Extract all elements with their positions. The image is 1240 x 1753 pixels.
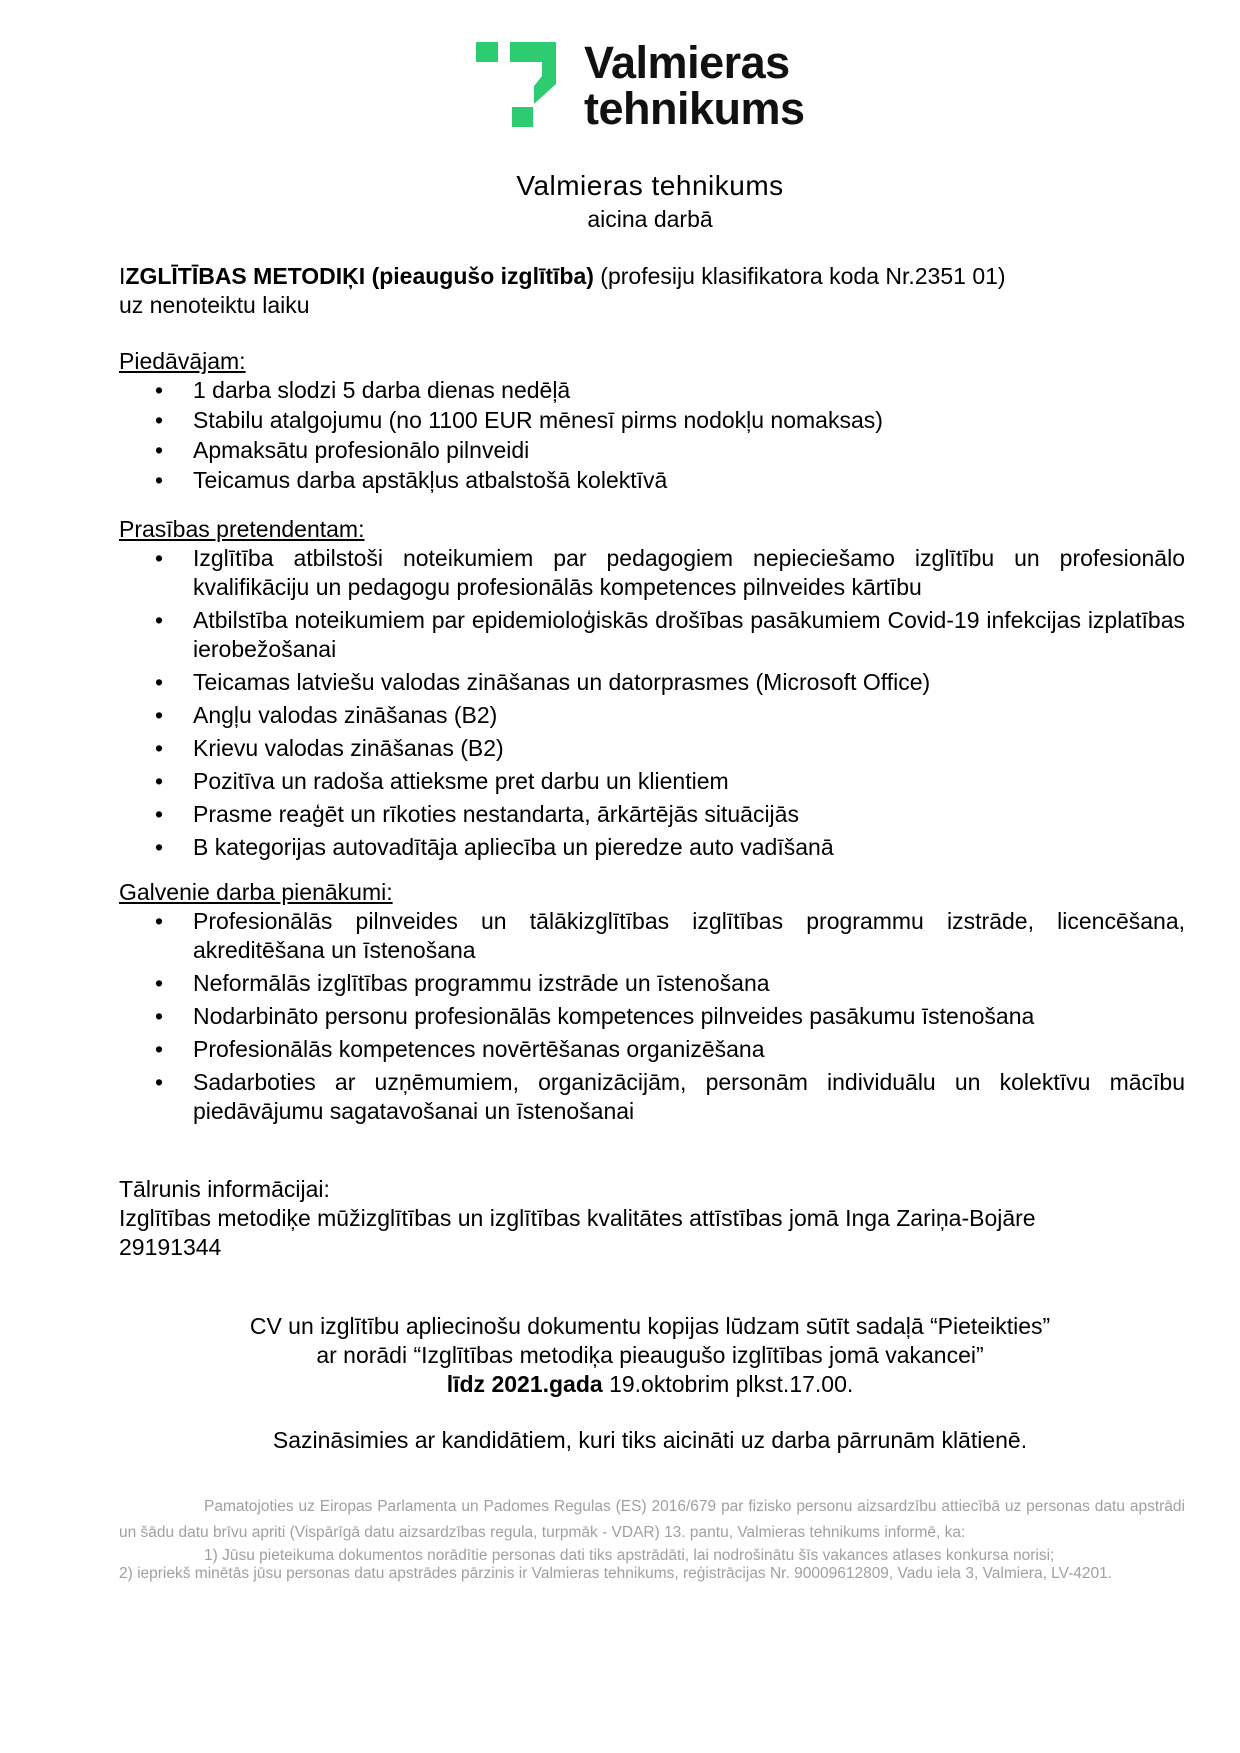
application-line-2: ar norādi “Izglītības metodiķa pieaugušo izglītības jomā vakancei” xyxy=(316,1342,984,1368)
privacy-item-2: 2) iepriekš minētās jūsu personas datu apstrādes pārzinis ir Valmieras tehnikums, reģistrācijas Nr. 90009612809, Vadu iela 3, Valmiera, LV-4201. xyxy=(119,1565,1113,1582)
list-item: • Sadarboties ar uzņēmumiem, organizācijām, personām individuālu un kolektīvu mācību piedāvājumu sagatavošanai un īstenošanai xyxy=(119,1068,1185,1126)
logo xyxy=(476,37,836,134)
requirements-list xyxy=(119,544,1185,862)
list-item: • Atbilstība noteikumiem par epidemioloģiskās drošības pasākumiem Covid-19 infekcijas izplatības ierobežošanai xyxy=(119,606,1185,664)
list-item: • Teicamas latviešu valodas zināšanas un datorprasmes (Microsoft Office) xyxy=(119,668,1185,697)
deadline-date: 19.oktobrim plkst.17.00. xyxy=(602,1371,854,1397)
logo-wordmark xyxy=(584,37,805,134)
list-item: • Profesionālās kompetences novērtēšanas organizēšana xyxy=(119,1035,1185,1064)
position-title-initial: I xyxy=(119,263,126,289)
list-item: • Izglītība atbilstoši noteikumiem par pedagogiem nepieciešamo izglītību un profesionālo kvalifikāciju un pedagogu profesionālās kompetences pilnveides kārtību xyxy=(119,544,1185,602)
list-item: • 1 darba slodzi 5 darba dienas nedēļā xyxy=(119,376,1185,405)
list-item: • Profesionālās pilnveides un tālākizglītības izglītības programmu izstrāde, licencēšana, akreditēšana un īstenošana xyxy=(119,907,1185,965)
application-deadline xyxy=(0,1370,1240,1399)
logo-line-1: Valmieras xyxy=(584,37,790,88)
offer-title: Piedāvājam: xyxy=(119,348,246,374)
valmieras-tehnikums-logo-icon xyxy=(476,42,556,127)
requirements-section xyxy=(119,515,1185,866)
list-item: • Teicamus darba apstākļus atbalstošā kolektīvā xyxy=(119,466,1185,495)
duties-title: Galvenie darba pienākumi: xyxy=(119,879,393,905)
application-instructions xyxy=(0,1312,1240,1399)
contact-section xyxy=(119,1175,1185,1262)
invitation-text: aicina darbā xyxy=(587,206,713,232)
position-title-bold: ZGLĪTĪBAS METODIĶI (pieaugušo izglītība) xyxy=(125,263,594,289)
logo-line-2: tehnikums xyxy=(584,83,805,134)
list-item: • Stabilu atalgojumu (no 1100 EUR mēnesī pirms nodokļu nomaksas) xyxy=(119,406,1185,435)
position-duration: uz nenoteiktu laiku xyxy=(119,292,310,318)
offer-section xyxy=(119,347,1185,496)
organization-name: Valmieras tehnikums xyxy=(516,170,784,201)
contact-label: Tālrunis informācijai: xyxy=(119,1176,330,1202)
privacy-item-1: 1) Jūsu pieteikuma dokumentos norādītie personas dati tiks apstrādāti, lai nodrošinātu šīs vakances atlases konkursa norisi; xyxy=(204,1547,1055,1564)
list-item: • Angļu valodas zināšanas (B2) xyxy=(119,701,1185,730)
privacy-notice: Pamatojoties uz Eiropas Parlamenta un Padomes Regulas (ES) 2016/679 par fizisko personu aizsardzību attiecībā uz personas datu apstrādi un šādu datu brīvu apriti (Vispārīgā datu aizsardzības regula, turpmāk - VDAR) 13. pantu, Valmieras tehnikums informē, ka: xyxy=(119,1498,1185,1541)
list-item: • Apmaksātu profesionālo pilnveidi xyxy=(119,436,1185,465)
list-item: • Neformālās izglītības programmu izstrāde un īstenošana xyxy=(119,969,1185,998)
duties-list xyxy=(119,907,1185,1126)
offer-list xyxy=(119,376,1185,495)
contact-phone: 29191344 xyxy=(119,1234,222,1260)
list-item: • B kategorijas autovadītāja apliecība un pieredze auto vadīšanā xyxy=(119,833,1185,862)
contact-person: Izglītības metodiķe mūžizglītības un izglītības kvalitātes attīstības jomā Inga Zariņa-Bojāre xyxy=(119,1205,1036,1231)
position-title xyxy=(119,262,1185,291)
duties-section xyxy=(119,878,1185,1130)
final-note: Sazināsimies ar kandidātiem, kuri tiks aicināti uz darba pārrunām klātienē. xyxy=(272,1427,1028,1453)
list-item: • Krievu valodas zināšanas (B2) xyxy=(119,734,1185,763)
position-code: (profesiju klasifikatora koda Nr.2351 01) xyxy=(593,263,1006,289)
list-item: • Nodarbināto personu profesionālās kompetences pilnveides pasākumu īstenošana xyxy=(119,1002,1185,1031)
deadline-bold: līdz 2021.gada xyxy=(446,1371,603,1397)
application-line-1: CV un izglītību apliecinošu dokumentu kopijas lūdzam sūtīt sadaļā “Pieteikties” xyxy=(249,1313,1051,1339)
privacy-items xyxy=(119,1547,1185,1583)
requirements-title: Prasības pretendentam: xyxy=(119,516,365,542)
list-item: • Prasme reaģēt un rīkoties nestandarta, ārkārtējās situācijās xyxy=(119,800,1185,829)
list-item: • Pozitīva un radoša attieksme pret darbu un klientiem xyxy=(119,767,1185,796)
